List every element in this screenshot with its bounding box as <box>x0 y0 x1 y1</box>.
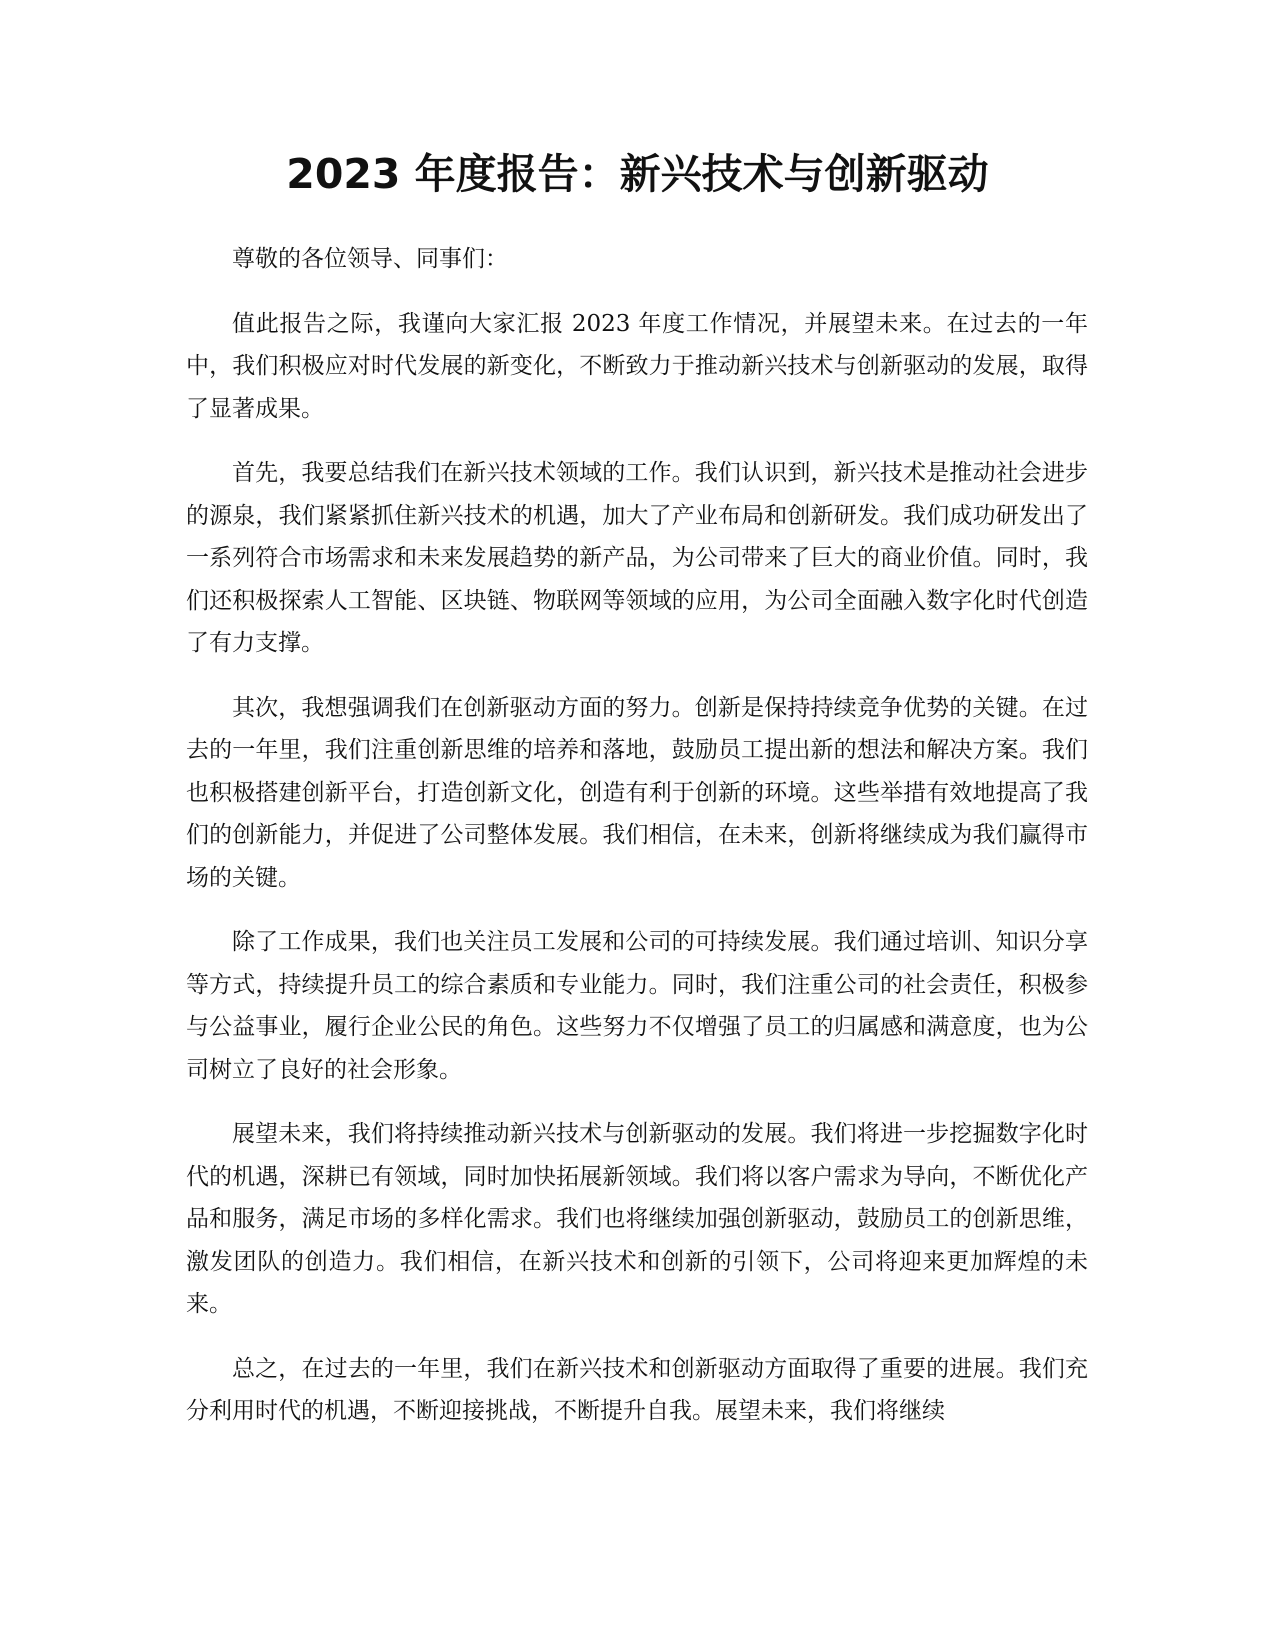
document-body <box>186 238 1088 1455</box>
paragraph-outlook: 展望未来，我们将持续推动新兴技术与创新驱动的发展。我们将进一步挖掘数字化时代的机遇，深耕已有领域，同时加快拓展新领域。我们将以客户需求为导向，不断优化产品和服务，满足市场的多样化需求。我们也将继续加强创新驱动，鼓励员工的创新思维，激发团队的创造力。我们相信，在新兴技术和创新的引领下，公司将迎来更加辉煌的未来。 <box>186 1121 1088 1317</box>
paragraph-conclusion: 总之，在过去的一年里，我们在新兴技术和创新驱动方面取得了重要的进展。我们充分利用时代的机遇，不断迎接挑战，不断提升自我。展望未来，我们将继续 <box>186 1355 1088 1424</box>
paragraph-emerging-tech: 首先，我要总结我们在新兴技术领域的工作。我们认识到，新兴技术是推动社会进步的源泉，我们紧紧抓住新兴技术的机遇，加大了产业布局和创新研发。我们成功研发出了一系列符合市场需求和未来发展趋势的新产品，为公司带来了巨大的商业价值。同时，我们还积极探索人工智能、区块链、物联网等领域的应用，为公司全面融入数字化时代创造了有力支撑。 <box>186 460 1088 656</box>
paragraph-innovation: 其次，我想强调我们在创新驱动方面的努力。创新是保持持续竞争优势的关键。在过去的一年里，我们注重创新思维的培养和落地，鼓励员工提出新的想法和解决方案。我们也积极搭建创新平台，打造创新文化，创造有利于创新的环境。这些举措有效地提高了我们的创新能力，并促进了公司整体发展。我们相信，在未来，创新将继续成为我们赢得市场的关键。 <box>186 694 1088 891</box>
paragraph-intro: 值此报告之际，我谨向大家汇报 2023 年度工作情况，并展望未来。在过去的一年中，我们积极应对时代发展的新变化，不断致力于推动新兴技术与创新驱动的发展，取得了显著成果。 <box>186 310 1088 422</box>
salutation: 尊敬的各位领导、同事们： <box>232 246 508 272</box>
document-title: 2023 年度报告：新兴技术与创新驱动 <box>286 150 989 198</box>
paragraph-employee-development: 除了工作成果，我们也关注员工发展和公司的可持续发展。我们通过培训、知识分享等方式，持续提升员工的综合素质和专业能力。同时，我们注重公司的社会责任，积极参与公益事业，履行企业公民的角色。这些努力不仅增强了员工的归属感和满意度，也为公司树立了良好的社会形象。 <box>186 929 1088 1083</box>
